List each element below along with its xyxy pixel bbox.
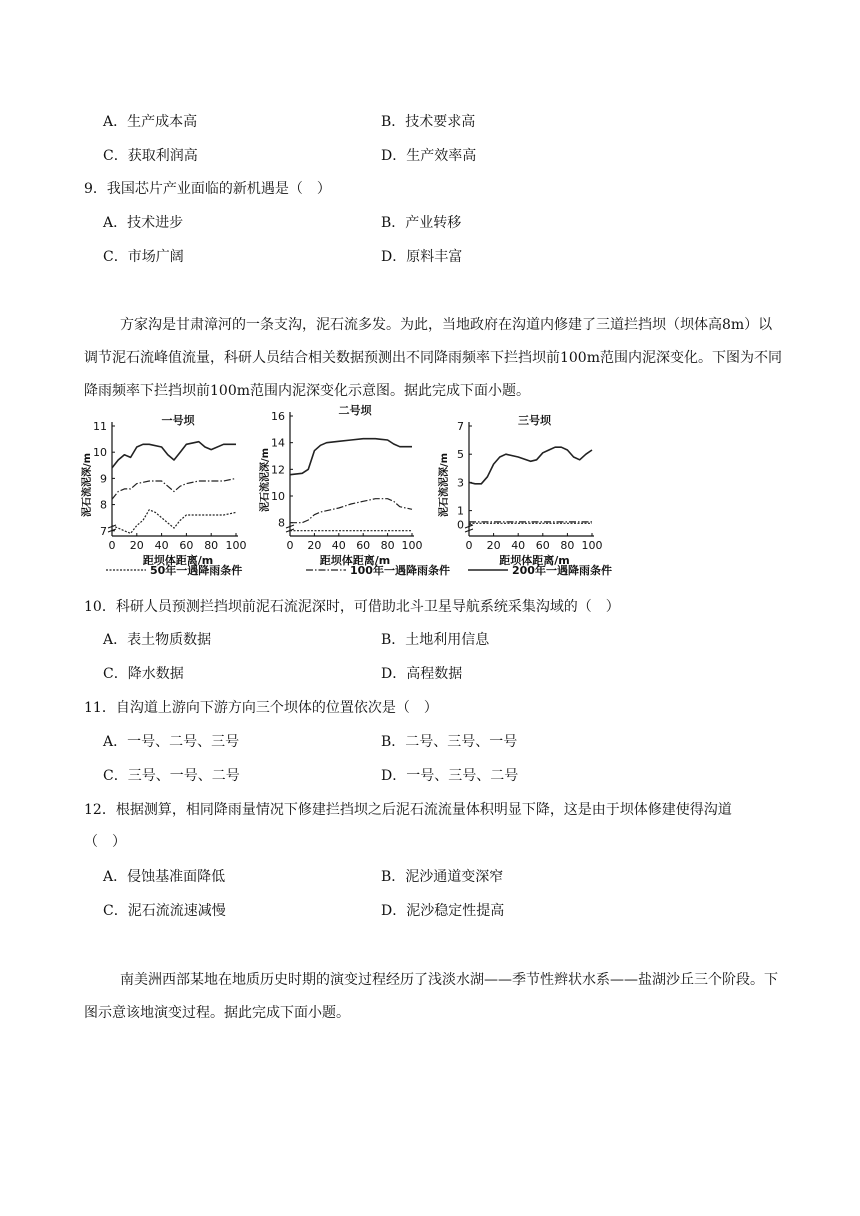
chart1-x-tick-label: 80 <box>204 539 219 552</box>
chart3-x-tick-label: 40 <box>511 539 526 552</box>
q12-stem: 12．根据测算，相同降雨量情况下修建拦挡坝之后泥石流流量体积明显下降，这是由于坝体修建使得沟道 <box>84 802 732 818</box>
chart3-x-label: 距坝体距离/m <box>499 554 570 567</box>
q8-option-c: C．获取利润高 <box>103 148 198 164</box>
chart2-y-tick-label: 14 <box>271 436 285 450</box>
chart3-y-tick-label: 1 <box>457 504 464 518</box>
q8-option-b: B．技术要求高 <box>381 114 476 130</box>
chart1-series-100yr <box>112 478 236 499</box>
q12-option-c: C．泥石流流速减慢 <box>103 903 226 919</box>
q9-stem: 9．我国芯片产业面临的新机遇是（ ） <box>84 181 331 197</box>
chart2-x-tick-label: 100 <box>401 539 423 552</box>
q11-option-b: B．二号、三号、一号 <box>381 734 518 750</box>
chart2-x-tick-label: 40 <box>331 539 346 552</box>
legend-label-2: 100年一遇降雨条件 <box>350 564 450 577</box>
chart3-x-tick-label: 20 <box>486 539 501 552</box>
chart3-y-tick-label: 7 <box>457 420 464 433</box>
chart3-y-label: 泥石流泥深/m <box>439 452 450 518</box>
passage-south-america: 南美洲西部某地在地质历史时期的演变过程经历了浅淡水湖——季节性辫状水系——盐湖沙丘三个阶段。下图示意该地演变过程。据此完成下面小题。 <box>84 972 778 1021</box>
chart1-y-tick-label: 10 <box>93 446 107 460</box>
chart2-x-tick-label: 80 <box>380 539 395 552</box>
chart1-x-tick-label: 40 <box>154 539 169 552</box>
passage-fangjiagou: 方家沟是甘肃漳河的一条支沟，泥石流多发。为此，当地政府在沟道内修建了三道拦挡坝（坝体高8m）以调节泥石流峰值流量，科研人员结合相关数据预测出不同降雨频率下拦挡坝前100m范围内泥深变化。下图为不同降雨频率下拦挡坝前100m范围内泥深变化示意图。据此完成下面小题。 <box>84 317 782 399</box>
chart1-x-tick-label: 0 <box>108 539 116 552</box>
q10-option-d: D．高程数据 <box>381 666 463 682</box>
mud-depth-charts <box>82 404 614 582</box>
chart3-x-tick-label: 80 <box>560 539 575 552</box>
chart3-title: 三号坝 <box>518 414 551 427</box>
chart3-y-tick-label: 3 <box>457 476 464 490</box>
chart2-title: 二号坝 <box>338 404 372 417</box>
chart2-x-tick-label: 0 <box>286 539 294 552</box>
chart1-x-tick-label: 20 <box>129 539 144 552</box>
legend-label-3: 200年一遇降雨条件 <box>512 564 612 577</box>
chart2-x-tick-label: 60 <box>356 539 371 552</box>
q12-option-b: B．泥沙通道变深窄 <box>381 869 504 885</box>
chart1-x-label: 距坝体距离/m <box>142 554 214 567</box>
chart1-y-label: 泥石流泥深/m <box>82 452 93 518</box>
chart3-series-200yr <box>469 447 592 484</box>
q11-option-a: A．一号、二号、三号 <box>103 734 240 750</box>
chart3-y-tick-label: 0 <box>457 518 464 532</box>
chart2-y-tick-label: 10 <box>271 490 285 503</box>
chart1-y-tick-label: 7 <box>100 524 107 538</box>
chart2-series-200yr <box>290 439 412 475</box>
q9-option-b: B．产业转移 <box>381 215 462 231</box>
chart2-y-tick-label: 8 <box>278 516 285 530</box>
q9-option-a: A．技术进步 <box>103 215 184 231</box>
chart1-x-tick-label: 60 <box>179 539 194 552</box>
q10-stem: 10．科研人员预测拦挡坝前泥石流泥深时，可借助北斗卫星导航系统采集沟域的（ ） <box>84 599 620 615</box>
legend-label-1: 50年一遇降雨条件 <box>150 564 243 577</box>
chart3-x-tick-label: 60 <box>535 539 550 552</box>
chart1-y-tick-label: 11 <box>93 420 107 433</box>
chart1-title: 一号坝 <box>161 414 195 427</box>
chart2-y-label: 泥石流泥深/m <box>260 447 271 513</box>
q9-option-d: D．原料丰富 <box>381 249 463 265</box>
q10-option-c: C．降水数据 <box>103 666 184 682</box>
chart1-y-tick-label: 8 <box>100 498 107 512</box>
q8-option-d: D．生产效率高 <box>381 148 477 164</box>
chart2-y-tick-label: 12 <box>271 463 285 477</box>
q12-stem-bracket: （ ） <box>84 834 126 850</box>
chart3-x-tick-label: 100 <box>581 539 603 552</box>
chart3-x-tick-label: 0 <box>465 539 473 552</box>
q11-stem: 11．自沟道上游向下游方向三个坝体的位置依次是（ ） <box>84 700 438 716</box>
q12-option-a: A．侵蚀基准面降低 <box>103 869 226 885</box>
chart1-x-tick-label: 100 <box>225 539 247 552</box>
q8-option-a: A．生产成本高 <box>103 114 198 130</box>
q12-option-d: D．泥沙稳定性提高 <box>381 903 505 919</box>
q10-option-b: B．土地利用信息 <box>381 632 490 648</box>
chart2-x-tick-label: 20 <box>307 539 322 552</box>
q10-option-a: A．表土物质数据 <box>103 632 212 648</box>
chart2-y-tick-label: 16 <box>271 410 285 423</box>
q11-option-c: C．三号、一号、二号 <box>103 768 240 784</box>
chart2-x-label: 距坝体距离/m <box>319 554 391 567</box>
q11-option-d: D．一号、三号、二号 <box>381 768 519 784</box>
chart1-y-tick-label: 9 <box>100 472 107 486</box>
chart1-series-50yr <box>112 510 236 534</box>
chart3-y-tick-label: 5 <box>457 448 464 462</box>
chart2-series-100yr <box>290 499 412 523</box>
chart1-series-200yr <box>112 442 236 468</box>
q9-option-c: C．市场广阔 <box>103 249 184 265</box>
